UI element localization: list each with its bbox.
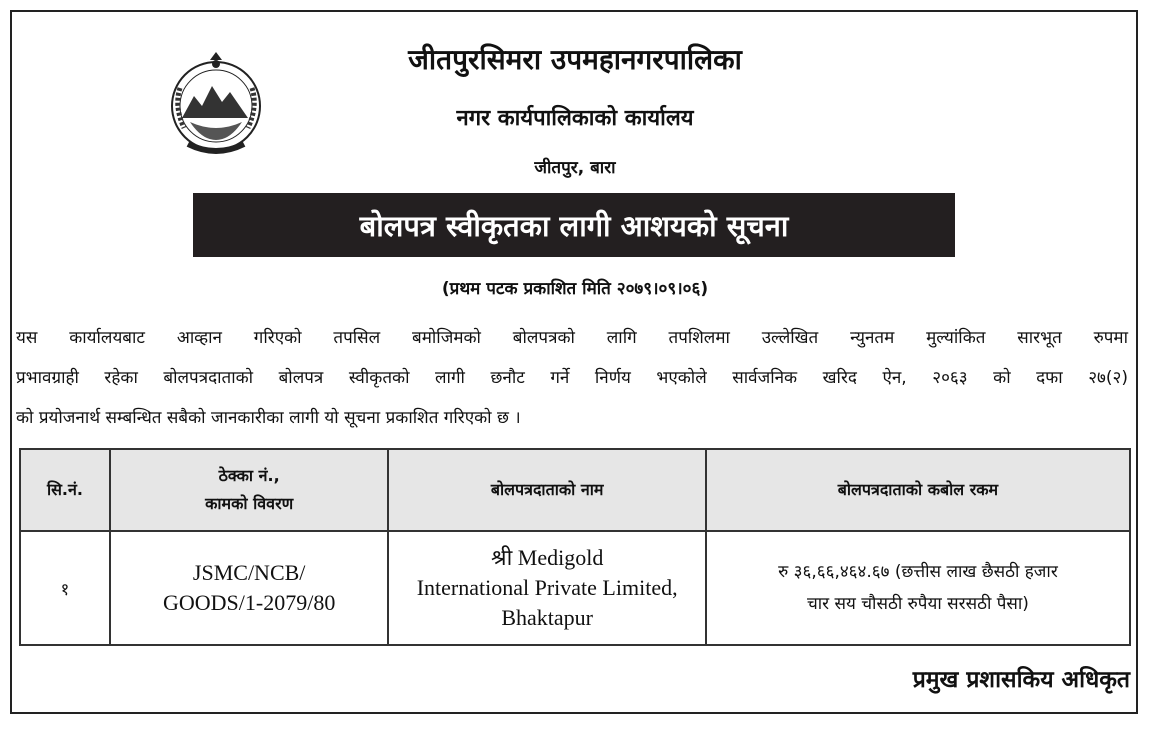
municipality-name: जीतपुरसिमरा उपमहानगरपालिका (408, 43, 742, 76)
cell-bidder (388, 531, 705, 645)
notice-body-line: को प्रयोजनार्थ सम्बन्धित सबैको जानकारीका लागी यो सूचना प्रकाशित गरिएको छ । (16, 408, 521, 428)
notice-title: बोलपत्र स्वीकृतका लागी आशयको सूचना (359, 208, 789, 243)
header-bidder: बोलपत्रदाताको नाम (388, 449, 705, 531)
office-name: नगर कार्यपालिकाको कार्यालय (456, 106, 694, 131)
header-serial: सि.नं. (20, 449, 110, 531)
header-contract (110, 449, 389, 531)
cell-serial: १ (20, 531, 110, 645)
office-location: जीतपुर, बारा (534, 158, 616, 178)
contract-number-line1: JSMC/NCB/ (192, 560, 306, 585)
notice-body-line: प्रभावग्राही रहेका बोलपत्रदाताको बोलपत्र स्वीकृतको लागी छनौट गर्ने निर्णय भएकोले सार्वजनिक खरिद ऐन, २०६३ को दफा २७(२) (16, 368, 1128, 388)
notice-body-line: यस कार्यालयबाट आव्हान गरिएको तपसिल बमोजिमको बोलपत्रको लागि तपशिलमा उल्लेखित न्युनतम मुल्यांकित सारभूत रुपमा (16, 328, 1128, 348)
bidder-name-line2: International Private Limited, (416, 575, 678, 600)
table-header-row (20, 449, 1130, 531)
cell-amount (706, 531, 1130, 645)
published-date: (प्रथम पटक प्रकाशित मिति २०७९।०९।०६) (441, 279, 709, 299)
header-contract-line2: कामको विवरण (205, 494, 294, 513)
bidder-name-line3: Bhaktapur (501, 605, 593, 630)
contract-number-line2: GOODS/1-2079/80 (162, 590, 336, 615)
header-amount: बोलपत्रदाताको कबोल रकम (706, 449, 1130, 531)
signatory-title: प्रमुख प्रशासकिय अधिकृत (912, 667, 1130, 693)
cell-contract (110, 531, 389, 645)
table-row (20, 531, 1130, 645)
bidder-name-line1: श्री Medigold (491, 545, 604, 570)
header-contract-line1: ठेक्का नं., (218, 466, 280, 485)
bid-amount-line1: रु ३६,६६,४६४.६७ (छत्तीस लाख छैसठी हजार (778, 562, 1058, 582)
bid-amount-line2: चार सय चौसठी रुपैया सरसठी पैसा) (806, 594, 1029, 614)
notice-body (16, 318, 1128, 438)
notice-title-banner (193, 193, 955, 257)
tender-table (19, 448, 1131, 646)
